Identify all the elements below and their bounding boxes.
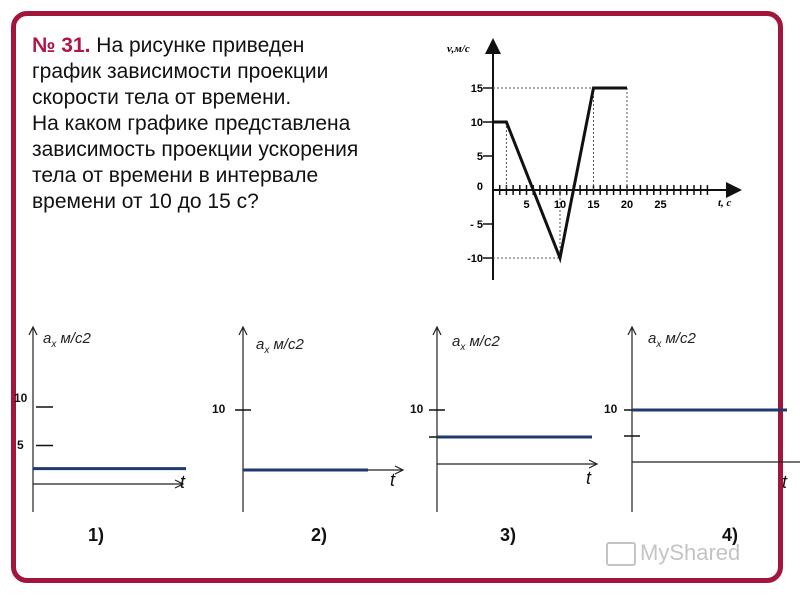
presentation-icon [606,542,636,566]
option-2-tick-label: 10 [212,402,226,416]
option-1-t-label: t [180,472,186,492]
velocity-y-tick-label: 0 [476,181,483,193]
option-y-letter: а [452,333,461,350]
option-4-label[interactable]: 4) [722,525,739,545]
option-3-tick-label: 10 [410,402,424,416]
option-1-tick-label: 10 [14,391,28,405]
velocity-x-tick-label: 25 [654,199,667,211]
velocity-x-tick-label: 10 [553,199,567,211]
option-3-label[interactable]: 3) [500,525,517,545]
option-y-sub: х [264,345,270,356]
option-y-letter: а [43,330,52,347]
option-y-unit: м/с2 [469,333,500,350]
option-1-tick-label: 5 [17,437,24,452]
watermark-text: MyShared [640,540,741,565]
problem-line-7: времени от 10 до 15 с? [32,190,259,213]
velocity-y-tick-label: 10 [470,117,483,129]
velocity-y-tick-label: 15 [470,83,483,95]
problem-number: № 31. [32,34,91,57]
velocity-x-label: t, с [718,197,732,209]
option-3-t-label: t [586,468,592,488]
option-1-label[interactable]: 1) [88,525,105,545]
velocity-y-tick-label: 5 [476,151,483,163]
option-1-y-label [43,330,91,350]
velocity-y-tick-label: -10 [467,253,483,265]
option-4-t-label: t [782,472,788,492]
problem-line-6: тела от времени в интервале [32,164,319,187]
watermark [606,540,740,566]
velocity-x-tick-label: 5 [523,199,530,211]
problem-line-3: скорости тела от времени. [32,86,292,109]
velocity-y-label: v,м/с [447,43,470,55]
velocity-x-tick-label: 15 [587,199,600,211]
option-y-sub: х [656,339,662,350]
option-y-sub: х [460,342,466,353]
option-y-unit: м/с2 [665,330,696,347]
option-y-unit: м/с2 [273,336,304,353]
option-4-y-label [648,330,696,350]
velocity-x-tick-label: 20 [620,199,634,211]
option-2-label[interactable]: 2) [311,525,328,545]
option-y-sub: х [51,339,57,350]
velocity-y-tick-label: - 5 [470,219,483,231]
problem-line-5: зависимость проекции ускорения [32,138,359,161]
problem-line-2: график зависимости проекции [32,60,329,83]
problem-line-1: На рисунке приведен [96,34,305,57]
option-y-unit: м/с2 [60,330,91,347]
option-y-letter: а [256,336,265,353]
option-3-y-label [452,333,500,353]
option-2-y-label [256,336,304,356]
option-2-t-label: t [390,470,396,490]
option-4-tick-label: 10 [604,402,618,416]
option-y-letter: а [648,330,657,347]
problem-line-4: На каком графике представлена [32,112,351,135]
